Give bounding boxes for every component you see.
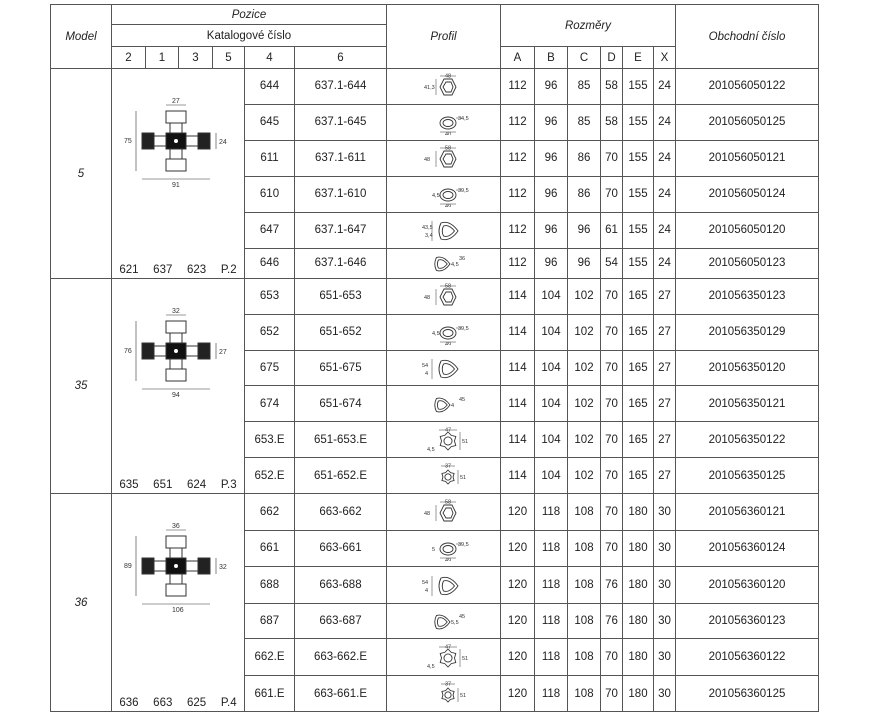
dimension-label: 48 <box>423 510 430 517</box>
dim-e-cell: 155 <box>623 104 654 140</box>
joint-cell <box>112 279 245 494</box>
dim-c-cell: 108 <box>568 676 601 712</box>
dim-d-cell: 70 <box>601 530 623 566</box>
profile-cell <box>387 603 501 639</box>
position-6-cell: 637.1-610 <box>295 176 387 212</box>
joint-labels <box>112 479 244 491</box>
joint-labels <box>112 264 244 276</box>
dim-a-cell: 114 <box>501 350 535 386</box>
dimension-label: 58 <box>444 145 451 152</box>
dim-col: E <box>623 47 654 69</box>
position-4-cell: 661.E <box>245 676 295 712</box>
dim-e-cell: 155 <box>623 69 654 105</box>
trade-code-cell: 201056050121 <box>676 140 819 176</box>
dim-x-cell: 30 <box>654 530 676 566</box>
trade-code-cell: 201056350121 <box>676 386 819 422</box>
dim-a-cell: 112 <box>501 104 535 140</box>
position-4-cell: 674 <box>245 386 295 422</box>
dim-c-cell: 96 <box>568 248 601 278</box>
dim-c-cell: 86 <box>568 140 601 176</box>
joint-dimension-label: 32 <box>172 308 180 315</box>
dimension-label: 47 <box>444 644 451 651</box>
dimension-label: 37 <box>444 463 451 470</box>
dim-a-cell: 120 <box>501 676 535 712</box>
dim-e-cell: 155 <box>623 248 654 278</box>
dim-d-cell: 70 <box>601 140 623 176</box>
profile-triangle-icon <box>414 355 474 381</box>
model-cell: 35 <box>51 279 112 494</box>
dim-col: A <box>501 47 535 69</box>
profile-cell <box>387 530 501 566</box>
dim-b-cell: 104 <box>535 314 568 350</box>
dim-a-cell: 112 <box>501 248 535 278</box>
dim-b-cell: 118 <box>535 603 568 639</box>
dim-x-cell: 27 <box>654 458 676 494</box>
profile-cell <box>387 279 501 315</box>
joint-label: 663 <box>153 697 173 709</box>
profile-triangle-groove-icon <box>414 283 474 309</box>
profile-triangle-groove-icon <box>414 499 474 525</box>
dim-x-cell: 27 <box>654 386 676 422</box>
dim-col: B <box>535 47 568 69</box>
model-cell: 36 <box>51 494 112 712</box>
joint-label: 637 <box>153 264 173 276</box>
dimension-label: 48 <box>423 295 430 302</box>
dimension-label: 34,5 <box>457 116 469 123</box>
universal-joint-icon <box>118 303 238 403</box>
trade-code-cell: 201056350129 <box>676 314 819 350</box>
position-4-cell: 662 <box>245 494 295 531</box>
dim-d-cell: 61 <box>601 212 623 248</box>
position-6-cell: 637.1-646 <box>295 248 387 278</box>
dim-b-cell: 118 <box>535 530 568 566</box>
dim-x-cell: 30 <box>654 494 676 531</box>
dim-a-cell: 112 <box>501 140 535 176</box>
profile-cell <box>387 566 501 603</box>
dim-c-cell: 108 <box>568 494 601 531</box>
dim-c-cell: 102 <box>568 458 601 494</box>
dim-x-cell: 24 <box>654 248 676 278</box>
dim-e-cell: 165 <box>623 350 654 386</box>
dim-b-cell: 104 <box>535 422 568 458</box>
trade-code-cell: 201056350123 <box>676 279 819 315</box>
dim-b-cell: 96 <box>535 69 568 105</box>
dimension-label: 51 <box>461 438 468 445</box>
spec-table <box>50 4 819 712</box>
dim-x-cell: 24 <box>654 140 676 176</box>
header-obchodni: Obchodní číslo <box>676 5 819 69</box>
profile-lemon-icon <box>414 109 474 135</box>
joint-label: P.3 <box>220 479 237 491</box>
dim-d-cell: 76 <box>601 603 623 639</box>
dim-d-cell: 70 <box>601 350 623 386</box>
dim-b-cell: 96 <box>535 104 568 140</box>
dimension-label: 54 <box>421 363 428 370</box>
dim-d-cell: 58 <box>601 69 623 105</box>
dim-e-cell: 165 <box>623 279 654 315</box>
dim-d-cell: 54 <box>601 248 623 278</box>
dimension-label: 51 <box>459 474 466 481</box>
table-body <box>51 69 819 712</box>
profile-triangle-small-icon <box>414 250 474 276</box>
dim-c-cell: 102 <box>568 422 601 458</box>
universal-joint-icon <box>118 518 238 618</box>
dimension-label: 58 <box>444 283 451 290</box>
joint-label: 625 <box>187 697 207 709</box>
joint-label: 621 <box>119 264 139 276</box>
dim-c-cell: 102 <box>568 314 601 350</box>
dim-b-cell: 96 <box>535 140 568 176</box>
dim-d-cell: 70 <box>601 279 623 315</box>
profile-star-small-icon <box>414 463 474 489</box>
dim-b-cell: 104 <box>535 458 568 494</box>
dim-a-cell: 120 <box>501 530 535 566</box>
dimension-label: 39,5 <box>457 326 469 333</box>
dimension-label: 4,5 <box>426 446 435 453</box>
dim-d-cell: 70 <box>601 422 623 458</box>
dim-d-cell: 70 <box>601 386 623 422</box>
dim-a-cell: 120 <box>501 566 535 603</box>
profile-cell <box>387 350 501 386</box>
trade-code-cell: 201056350122 <box>676 422 819 458</box>
dim-b-cell: 104 <box>535 279 568 315</box>
dim-b-cell: 118 <box>535 639 568 676</box>
dim-c-cell: 108 <box>568 603 601 639</box>
position-6-cell: 663-687 <box>295 603 387 639</box>
dimension-label: 54 <box>421 579 428 586</box>
dim-c-cell: 102 <box>568 279 601 315</box>
dimension-label: 39,5 <box>457 188 469 195</box>
trade-code-cell: 201056360124 <box>676 530 819 566</box>
trade-code-cell: 201056050123 <box>676 248 819 278</box>
dim-x-cell: 24 <box>654 69 676 105</box>
dimension-label: 4,5 <box>450 262 459 269</box>
dim-x-cell: 24 <box>654 176 676 212</box>
profile-cell <box>387 104 501 140</box>
dim-a-cell: 112 <box>501 176 535 212</box>
profile-cell <box>387 176 501 212</box>
dim-col: D <box>601 47 623 69</box>
dim-d-cell: 58 <box>601 104 623 140</box>
joint-label: P.2 <box>220 264 237 276</box>
position-4-cell: 652 <box>245 314 295 350</box>
pos-col: 4 <box>245 47 295 69</box>
profile-triangle-groove-icon <box>414 73 474 99</box>
dimension-label: 48 <box>423 157 430 164</box>
dim-c-cell: 86 <box>568 176 601 212</box>
joint-dimension-label: 76 <box>124 348 132 355</box>
position-6-cell: 663-661.E <box>295 676 387 712</box>
dim-col: X <box>654 47 676 69</box>
profile-triangle-groove-icon <box>414 145 474 171</box>
dim-b-cell: 96 <box>535 176 568 212</box>
profile-star-small-icon <box>414 681 474 707</box>
position-4-cell: 610 <box>245 176 295 212</box>
joint-label: P.4 <box>220 697 237 709</box>
table-row <box>51 494 819 531</box>
position-6-cell: 651-675 <box>295 350 387 386</box>
dim-e-cell: 155 <box>623 140 654 176</box>
profile-cell <box>387 458 501 494</box>
dim-x-cell: 27 <box>654 314 676 350</box>
dim-e-cell: 165 <box>623 422 654 458</box>
dimension-label: 40 <box>444 132 451 136</box>
dimension-label: 4,5 <box>431 331 440 338</box>
profile-lemon-icon <box>414 535 474 561</box>
trade-code-cell: 201056360120 <box>676 566 819 603</box>
dimension-label: 4,5 <box>431 193 440 200</box>
dim-e-cell: 180 <box>623 603 654 639</box>
position-6-cell: 637.1-644 <box>295 69 387 105</box>
profile-triangle-small-icon <box>414 391 474 417</box>
pos-col: 6 <box>295 47 387 69</box>
dim-e-cell: 180 <box>623 676 654 712</box>
dim-b-cell: 118 <box>535 494 568 531</box>
dim-b-cell: 118 <box>535 566 568 603</box>
dimension-label: 5,5 <box>450 619 459 626</box>
dim-a-cell: 120 <box>501 603 535 639</box>
dim-c-cell: 85 <box>568 69 601 105</box>
dim-d-cell: 70 <box>601 176 623 212</box>
position-6-cell: 651-653.E <box>295 422 387 458</box>
dimension-label: 45 <box>458 396 465 403</box>
dimension-label: 5 <box>431 547 435 554</box>
position-4-cell: 662.E <box>245 639 295 676</box>
profile-cell <box>387 248 501 278</box>
header-katalog: Katalogové číslo <box>112 25 387 47</box>
dim-a-cell: 114 <box>501 279 535 315</box>
dim-e-cell: 155 <box>623 212 654 248</box>
position-4-cell: 687 <box>245 603 295 639</box>
dim-d-cell: 70 <box>601 639 623 676</box>
position-6-cell: 663-662.E <box>295 639 387 676</box>
dimension-label: 45 <box>458 613 465 620</box>
position-6-cell: 651-652 <box>295 314 387 350</box>
joint-dimension-label: 24 <box>219 139 227 146</box>
dim-x-cell: 27 <box>654 279 676 315</box>
dimension-label: 3,4 <box>424 233 433 240</box>
dimension-label: 49 <box>444 558 451 562</box>
dimension-label: 47 <box>444 427 451 434</box>
dim-b-cell: 118 <box>535 676 568 712</box>
dim-e-cell: 180 <box>623 566 654 603</box>
dim-x-cell: 30 <box>654 566 676 603</box>
profile-cell <box>387 140 501 176</box>
header-profil: Profil <box>387 5 501 69</box>
pos-col: 1 <box>146 47 179 69</box>
dim-c-cell: 85 <box>568 104 601 140</box>
joint-dimension-label: 75 <box>124 138 132 145</box>
trade-code-cell: 201056050120 <box>676 212 819 248</box>
position-4-cell: 646 <box>245 248 295 278</box>
dim-e-cell: 165 <box>623 314 654 350</box>
trade-code-cell: 201056360125 <box>676 676 819 712</box>
dim-b-cell: 104 <box>535 350 568 386</box>
dimension-label: 48 <box>444 73 451 80</box>
joint-dimension-label: 106 <box>172 607 184 614</box>
dim-c-cell: 102 <box>568 386 601 422</box>
dim-a-cell: 112 <box>501 212 535 248</box>
dim-b-cell: 96 <box>535 248 568 278</box>
position-4-cell: 653.E <box>245 422 295 458</box>
dimension-label: 41,3 <box>423 85 435 92</box>
trade-code-cell: 201056360122 <box>676 639 819 676</box>
dim-e-cell: 165 <box>623 458 654 494</box>
dim-c-cell: 96 <box>568 212 601 248</box>
trade-code-cell: 201056350125 <box>676 458 819 494</box>
joint-dimension-label: 36 <box>172 523 180 530</box>
dim-a-cell: 114 <box>501 422 535 458</box>
joint-label: 636 <box>119 697 139 709</box>
dim-x-cell: 27 <box>654 350 676 386</box>
header-pozice: Pozice <box>112 5 387 25</box>
model-cell: 5 <box>51 69 112 279</box>
dimension-label: 4 <box>424 371 428 378</box>
position-4-cell: 675 <box>245 350 295 386</box>
position-4-cell: 644 <box>245 69 295 105</box>
dim-a-cell: 114 <box>501 386 535 422</box>
joint-dimension-label: 94 <box>172 392 180 399</box>
pos-col: 5 <box>213 47 245 69</box>
profile-cell <box>387 494 501 531</box>
dim-e-cell: 165 <box>623 386 654 422</box>
profile-triangle-icon <box>414 572 474 598</box>
profile-star-icon <box>414 644 474 670</box>
dimension-label: 43,5 <box>421 225 433 232</box>
position-4-cell: 647 <box>245 212 295 248</box>
dim-d-cell: 70 <box>601 458 623 494</box>
dim-x-cell: 30 <box>654 676 676 712</box>
dim-a-cell: 114 <box>501 314 535 350</box>
dimension-label: 36 <box>458 256 465 263</box>
joint-label: 651 <box>153 479 173 491</box>
dimension-label: 4,5 <box>426 664 435 671</box>
profile-cell <box>387 639 501 676</box>
trade-code-cell: 201056350120 <box>676 350 819 386</box>
dimension-label: 51 <box>461 656 468 663</box>
dim-c-cell: 108 <box>568 639 601 676</box>
position-4-cell: 688 <box>245 566 295 603</box>
dim-x-cell: 30 <box>654 603 676 639</box>
position-4-cell: 652.E <box>245 458 295 494</box>
dim-b-cell: 96 <box>535 212 568 248</box>
dim-d-cell: 70 <box>601 314 623 350</box>
trade-code-cell: 201056360121 <box>676 494 819 531</box>
table-row <box>51 279 819 315</box>
dim-x-cell: 24 <box>654 212 676 248</box>
position-6-cell: 637.1-645 <box>295 104 387 140</box>
dimension-label: 4 <box>424 587 428 594</box>
dimension-label: 39,5 <box>457 542 469 549</box>
trade-code-cell: 201056050124 <box>676 176 819 212</box>
position-6-cell: 651-652.E <box>295 458 387 494</box>
profile-cell <box>387 386 501 422</box>
dimension-label: 37 <box>444 681 451 688</box>
universal-joint-icon <box>118 93 238 193</box>
dim-c-cell: 108 <box>568 566 601 603</box>
dim-d-cell: 70 <box>601 494 623 531</box>
position-6-cell: 637.1-611 <box>295 140 387 176</box>
position-6-cell: 637.1-647 <box>295 212 387 248</box>
dim-e-cell: 180 <box>623 639 654 676</box>
position-4-cell: 645 <box>245 104 295 140</box>
position-4-cell: 661 <box>245 530 295 566</box>
dim-e-cell: 180 <box>623 494 654 531</box>
dim-a-cell: 120 <box>501 639 535 676</box>
profile-lemon-icon <box>414 319 474 345</box>
profile-cell <box>387 314 501 350</box>
profile-cell <box>387 69 501 105</box>
dim-e-cell: 180 <box>623 530 654 566</box>
dimension-label: 49 <box>444 204 451 208</box>
dim-d-cell: 76 <box>601 566 623 603</box>
joint-cell <box>112 69 245 279</box>
profile-triangle-small-icon <box>414 608 474 634</box>
position-4-cell: 653 <box>245 279 295 315</box>
joint-dimension-label: 27 <box>172 98 180 105</box>
dimension-label: 49 <box>444 342 451 346</box>
profile-cell <box>387 422 501 458</box>
profile-cell <box>387 676 501 712</box>
dim-d-cell: 70 <box>601 676 623 712</box>
joint-labels <box>112 697 244 709</box>
position-6-cell: 651-653 <box>295 279 387 315</box>
trade-code-cell: 201056050125 <box>676 104 819 140</box>
dim-x-cell: 27 <box>654 422 676 458</box>
trade-code-cell: 201056050122 <box>676 69 819 105</box>
header-model: Model <box>51 5 112 69</box>
dim-col: C <box>568 47 601 69</box>
joint-dimension-label: 89 <box>124 563 132 570</box>
joint-label: 635 <box>119 479 139 491</box>
dim-a-cell: 120 <box>501 494 535 531</box>
dim-e-cell: 155 <box>623 176 654 212</box>
profile-star-icon <box>414 427 474 453</box>
position-6-cell: 663-661 <box>295 530 387 566</box>
dim-a-cell: 114 <box>501 458 535 494</box>
dim-c-cell: 108 <box>568 530 601 566</box>
dim-b-cell: 104 <box>535 386 568 422</box>
joint-label: 623 <box>187 264 207 276</box>
dimension-label: 51 <box>459 692 466 699</box>
dimension-label: 4 <box>450 402 454 409</box>
dim-a-cell: 112 <box>501 69 535 105</box>
joint-label: 624 <box>187 479 207 491</box>
profile-cell <box>387 212 501 248</box>
header-rozmery: Rozměry <box>501 5 676 47</box>
joint-dimension-label: 91 <box>172 182 180 189</box>
joint-dimension-label: 32 <box>219 564 227 571</box>
profile-triangle-icon <box>414 217 474 243</box>
table-row <box>51 69 819 105</box>
position-6-cell: 651-674 <box>295 386 387 422</box>
dim-c-cell: 102 <box>568 350 601 386</box>
trade-code-cell: 201056360123 <box>676 603 819 639</box>
profile-lemon-icon <box>414 181 474 207</box>
dimension-label: 58 <box>444 499 451 506</box>
joint-cell <box>112 494 245 712</box>
dim-x-cell: 24 <box>654 104 676 140</box>
pos-col: 3 <box>179 47 213 69</box>
pos-col: 2 <box>112 47 146 69</box>
position-4-cell: 611 <box>245 140 295 176</box>
joint-dimension-label: 27 <box>219 349 227 356</box>
dim-x-cell: 30 <box>654 639 676 676</box>
position-6-cell: 663-662 <box>295 494 387 531</box>
position-6-cell: 663-688 <box>295 566 387 603</box>
